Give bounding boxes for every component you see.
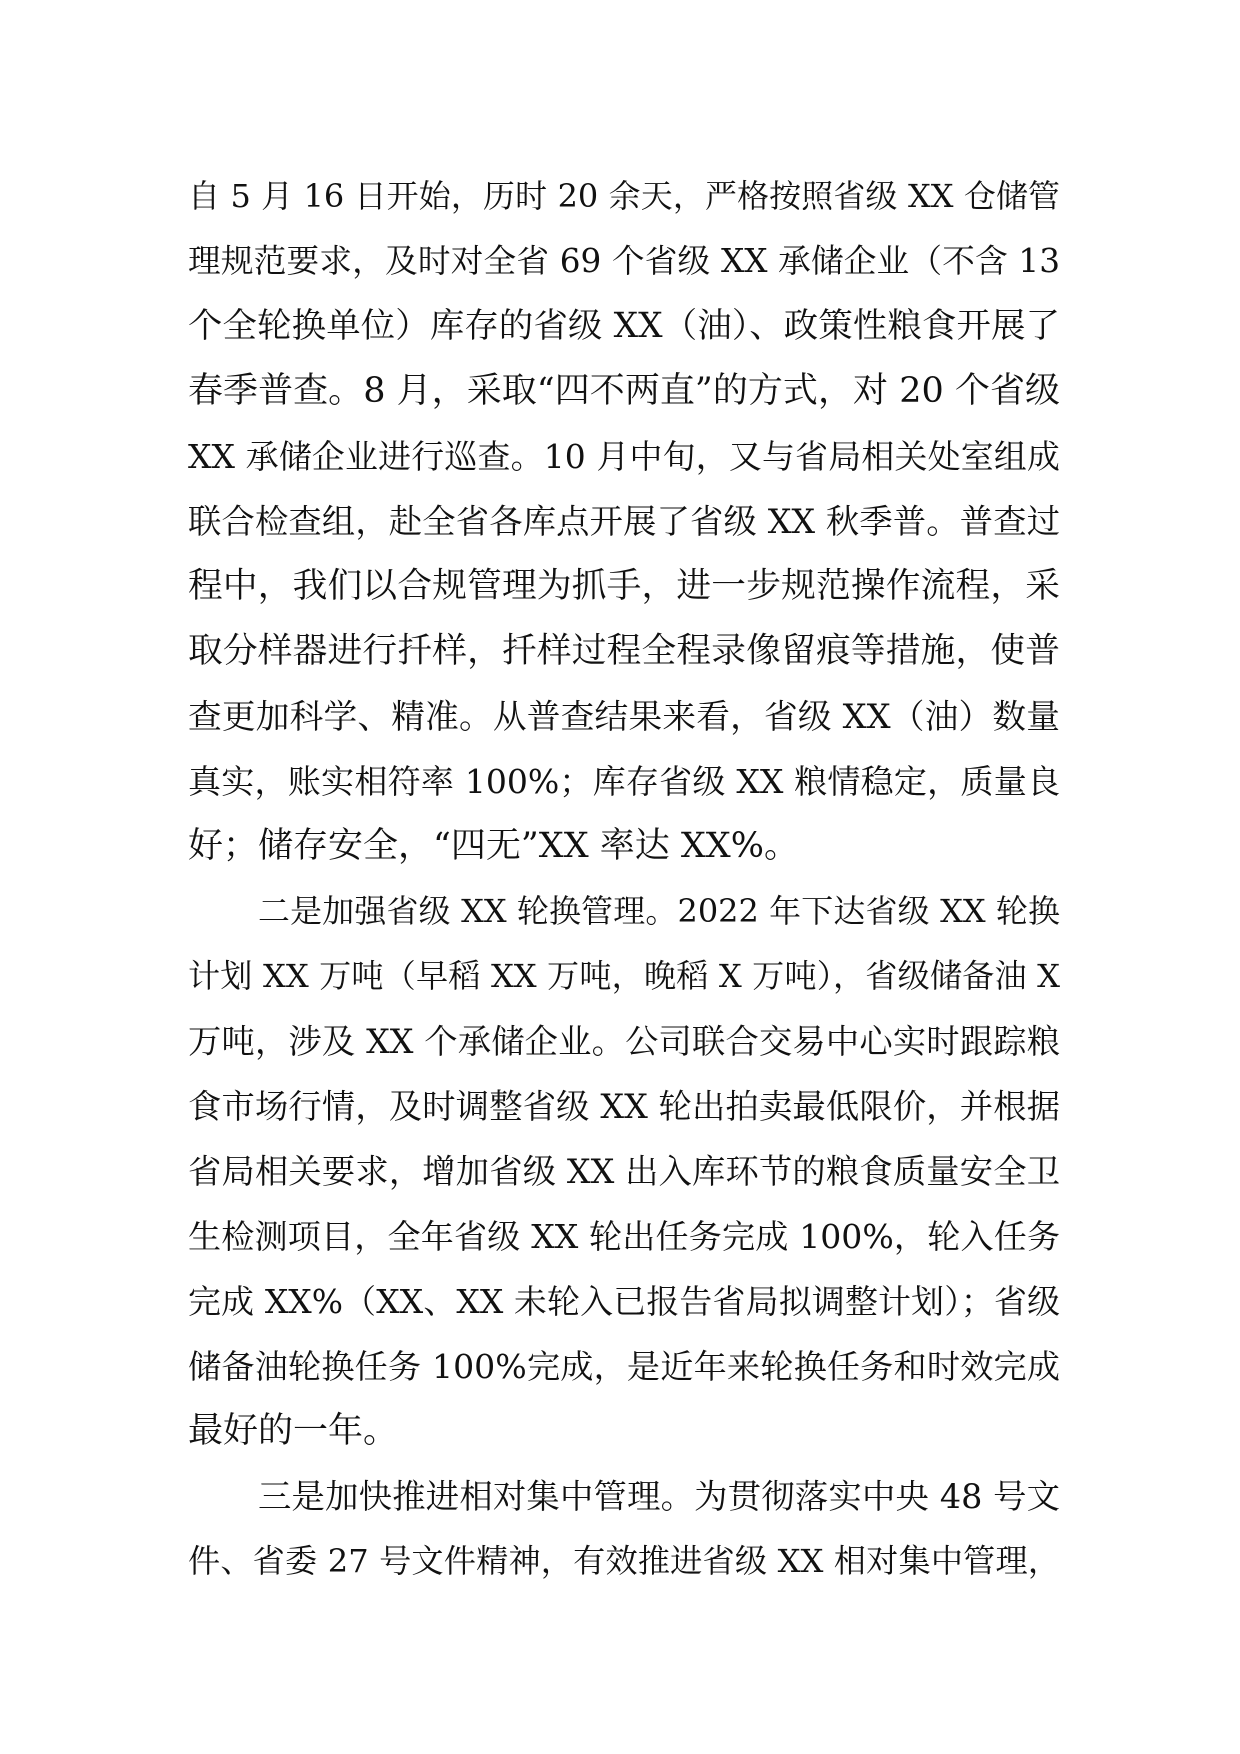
text-line: 件、省委 27 号文件精神，有效推进省级 XX 相对集中管理， [188, 1542, 1060, 1580]
text-line: 万吨，涉及 XX 个承储企业。公司联合交易中心实时跟踪粮 [188, 1022, 1060, 1061]
text-line: 食市场行情，及时调整省级 XX 轮出拍卖最低限价，并根据 [188, 1087, 1060, 1126]
text-line: 联合检查组，赴全省各库点开展了省级 XX 秋季普。普查过 [188, 502, 1060, 541]
text-line: 个全轮换单位）库存的省级 XX（油）、政策性粮食开展了 [188, 306, 1060, 346]
text-line: 春季普查。8 月，采取“四不两直”的方式，对 20 个省级 [188, 371, 1060, 411]
text-line: 三是加快推进相对集中管理。为贯彻落实中央 48 号文 [258, 1477, 1060, 1516]
text-line: XX 承储企业进行巡查。10 月中旬，又与省局相关处室组成 [188, 437, 1060, 476]
text-line: 取分样器进行扦样，扦样过程全程录像留痕等措施，使普 [188, 631, 1060, 671]
text-line: 程中，我们以合规管理为抓手，进一步规范操作流程，采 [188, 566, 1060, 606]
text-line: 计划 XX 万吨（早稻 XX 万吨，晚稻 X 万吨），省级储备油 X [188, 957, 1060, 995]
body-text [188, 164, 1060, 1594]
text-line: 自 5 月 16 日开始，历时 20 余天，严格按照省级 XX 仓储管 [188, 177, 1060, 215]
text-line: 完成 XX%（XX、XX 未轮入已报告省局拟调整计划）；省级 [188, 1282, 1060, 1321]
text-line: 好；储存安全，“四无”XX 率达 XX%。 [188, 826, 799, 866]
text-line: 真实，账实相符率 100%；库存省级 XX 粮情稳定，质量良 [188, 762, 1060, 801]
text-line: 最好的一年。 [188, 1411, 399, 1451]
text-line: 省局相关要求，增加省级 XX 出入库环节的粮食质量安全卫 [188, 1152, 1060, 1191]
text-line: 理规范要求，及时对全省 69 个省级 XX 承储企业（不含 13 [188, 242, 1060, 280]
paragraph-centralized-management [188, 1464, 1060, 1594]
paragraph-rotation-management [188, 879, 1060, 1464]
paragraph-spring-autumn-inspection [188, 164, 1060, 879]
text-line: 二是加强省级 XX 轮换管理。2022 年下达省级 XX 轮换 [258, 892, 1060, 930]
text-line: 查更加科学、精准。从普查结果来看，省级 XX（油）数量 [188, 697, 1060, 736]
text-line: 生检测项目，全年省级 XX 轮出任务完成 100%，轮入任务 [188, 1217, 1060, 1256]
text-line: 储备油轮换任务 100%完成，是近年来轮换任务和时效完成 [188, 1347, 1060, 1386]
